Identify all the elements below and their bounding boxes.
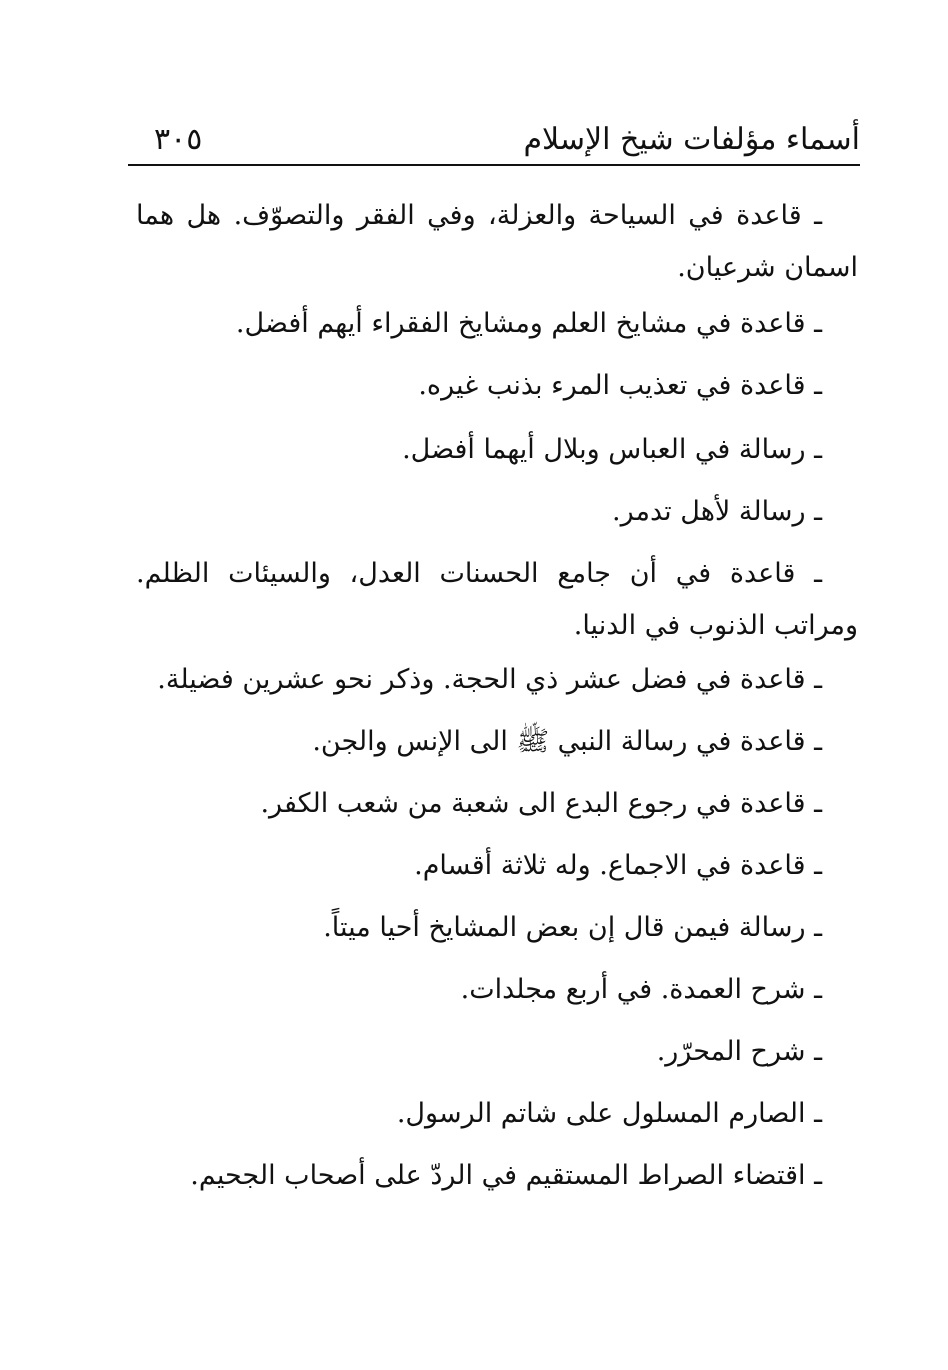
works-list (136, 0, 858, 1370)
list-item: ـ شرح المحرّر. (656, 1036, 822, 1067)
list-item: ـ الصارم المسلول على شاتم الرسول. (396, 1098, 822, 1129)
list-item: ـ اقتضاء الصراط المستقيم في الردّ على أصحاب الجحيم. (190, 1160, 822, 1191)
list-item: ـ رسالة لأهل تدمر. (612, 496, 822, 527)
list-item: ـ قاعدة في الاجماع. وله ثلاثة أقسام. (414, 850, 822, 881)
list-item: ـ رسالة في العباس وبلال أيهما أفضل. (402, 434, 822, 465)
list-item: ـ شرح العمدة. في أربع مجلدات. (460, 974, 822, 1005)
list-item: ـ قاعدة في تعذيب المرء بذنب غيره. (418, 370, 822, 401)
running-title: أسماء مؤلفات شيخ الإسلام (523, 122, 860, 157)
list-item: ـ رسالة فيمن قال إن بعض المشايخ أحيا ميتاً. (323, 912, 822, 943)
page-number: ٣٠٥ (154, 122, 203, 157)
list-item: ـ قاعدة في مشايخ العلم ومشايخ الفقراء أيهم أفضل. (235, 308, 822, 339)
list-item: ـ قاعدة في السياحة والعزلة، وفي الفقر والتصوّف. هل هما اسمان شرعيان. (136, 200, 858, 283)
list-item: ـ قاعدة في رجوع البدع الى شعبة من شعب الكفر. (260, 788, 822, 819)
list-item: ـ قاعدة في رسالة النبي ﷺ الى الإنس والجن. (312, 726, 822, 757)
list-item: ـ قاعدة في أن جامع الحسنات العدل، والسيئات الظلم. ومراتب الذنوب في الدنيا. (136, 558, 858, 641)
list-item: ـ قاعدة في فضل عشر ذي الحجة. وذكر نحو عشرين فضيلة. (157, 664, 822, 695)
